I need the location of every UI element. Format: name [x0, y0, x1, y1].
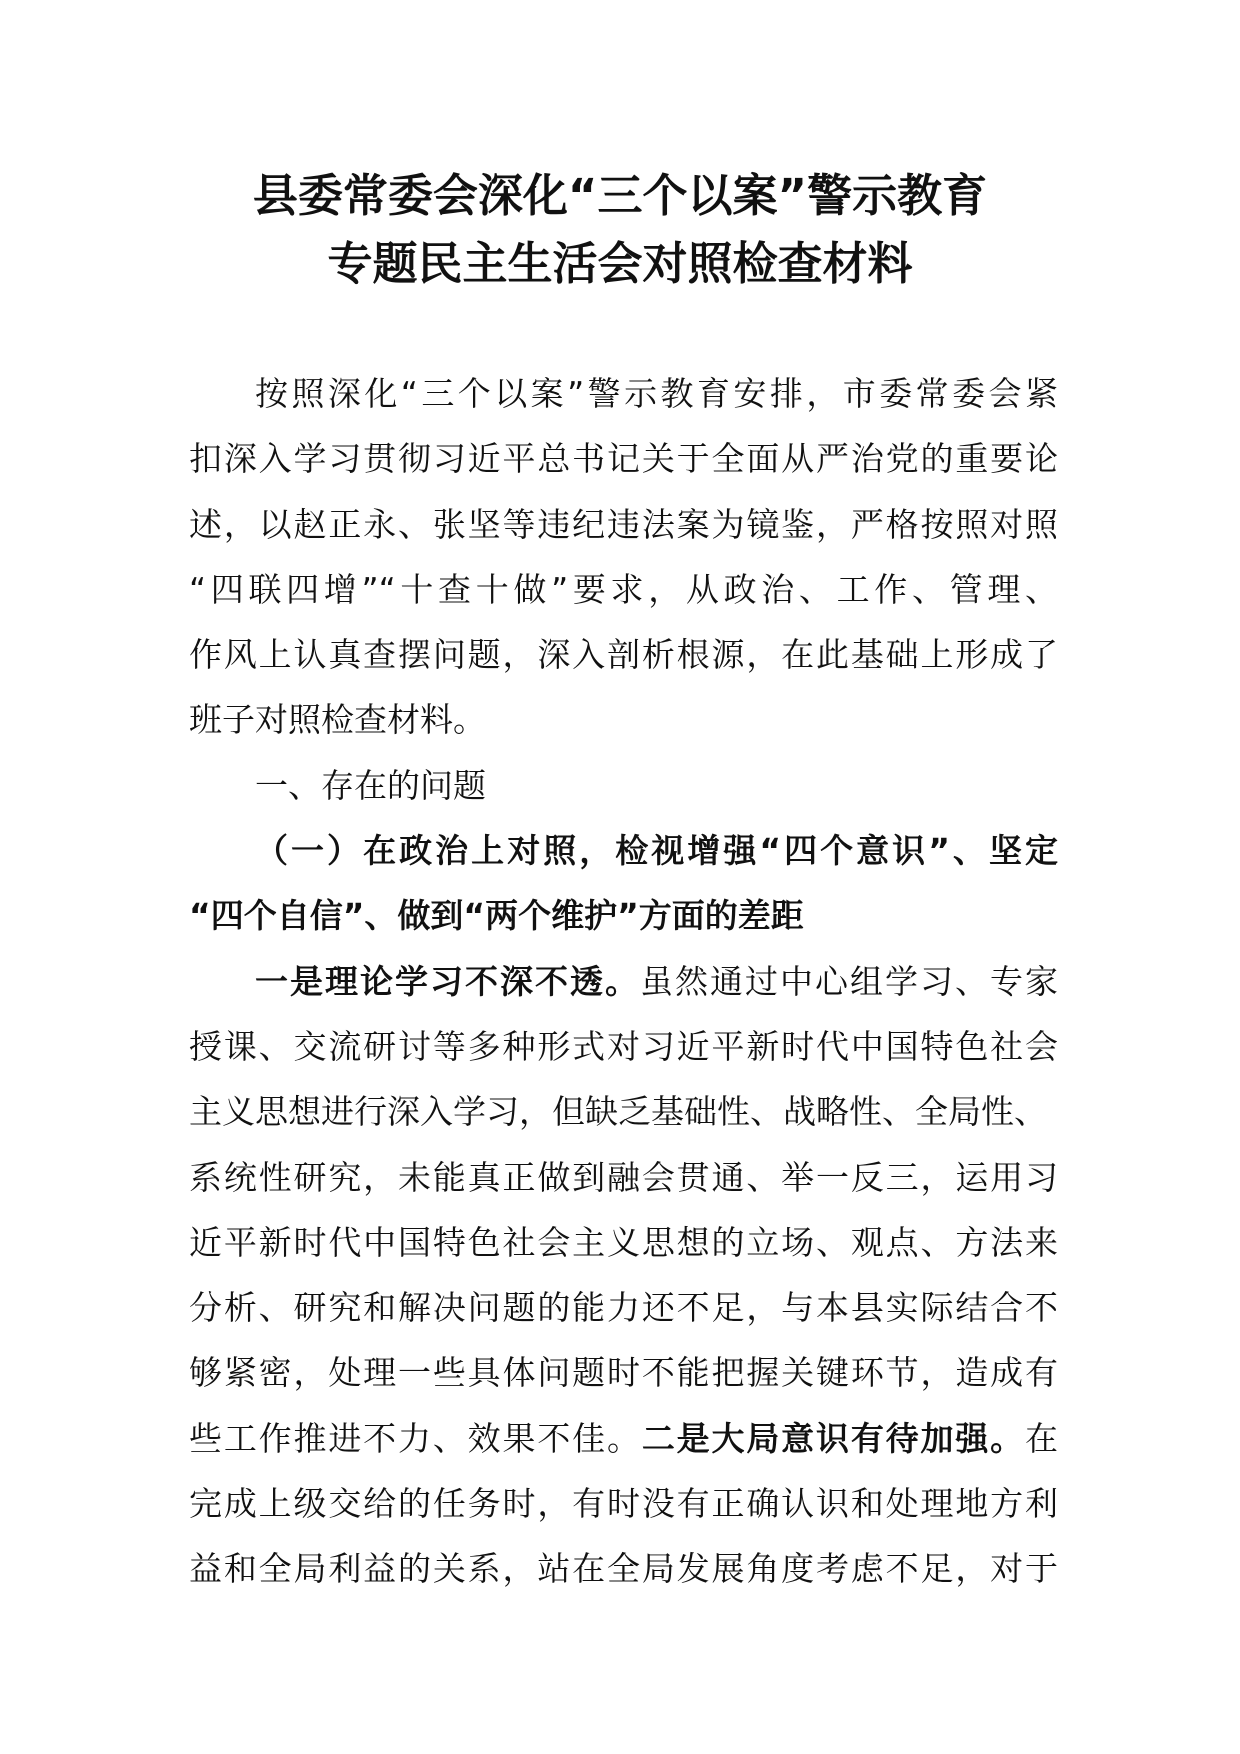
bold-text: （一）在政治上对照，检视增强“四个意识”、坚定: [255, 831, 1058, 871]
text-line: [189, 1210, 1058, 1275]
text: “四联四增”“十查十做”要求，从政治、工作、管理、: [189, 569, 1058, 609]
text: 在: [1025, 1418, 1059, 1458]
text-line: [189, 1145, 1058, 1210]
text-line: [189, 687, 1058, 752]
text: 主义思想进行深入学习，但缺乏基础性、战略性、全局性、: [189, 1092, 1047, 1132]
bold-text: “四个自信”、做到“两个维护”方面的差距: [189, 896, 804, 936]
document-title-line-2: 专题民主生活会对照检查材料: [327, 237, 913, 290]
text-line: [189, 1340, 1058, 1405]
text-line: [189, 557, 1058, 622]
text-line: [189, 622, 1058, 687]
text: 分析、研究和解决问题的能力还不足，与本县实际结合不: [189, 1288, 1058, 1328]
text-line: [189, 883, 1058, 948]
text-line: [189, 949, 1058, 1014]
text-line: [189, 818, 1058, 883]
text: 一、存在的问题: [255, 765, 486, 805]
text-line: [189, 492, 1058, 557]
text: 班子对照检查材料。: [189, 700, 486, 740]
text-line: [189, 753, 1058, 818]
text: 近平新时代中国特色社会主义思想的立场、观点、方法来: [189, 1222, 1058, 1262]
text: 作风上认真查摆问题，深入剖析根源，在此基础上形成了: [189, 635, 1058, 675]
document-title-line-1: 县委常委会深化“三个以案”警示教育: [252, 169, 988, 222]
text-line: [189, 1079, 1058, 1144]
text: 完成上级交给的任务时，有时没有正确认识和处理地方利: [189, 1484, 1058, 1524]
text-line: [189, 426, 1058, 491]
text: 够紧密，处理一些具体问题时不能把握关键环节，造成有: [189, 1353, 1058, 1393]
text: 虽然通过中心组学习、专家: [640, 961, 1058, 1001]
bold-text: 二是大局意识有待加强。: [641, 1418, 1026, 1458]
bold-text: 一是理论学习不深不透。: [255, 961, 640, 1001]
text: 按照深化“三个以案”警示教育安排，市委常委会紧: [255, 374, 1058, 413]
text-line: [189, 1275, 1058, 1340]
text: 些工作推进不力、效果不佳。: [189, 1418, 642, 1458]
document-body: [189, 361, 1058, 1602]
text: 授课、交流研讨等多种形式对习近平新时代中国特色社会: [189, 1026, 1058, 1066]
text: 述，以赵正永、张坚等违纪违法案为镜鉴，严格按照对照: [189, 504, 1058, 544]
text: 扣深入学习贯彻习近平总书记关于全面从严治党的重要论: [189, 439, 1058, 479]
text-line: [189, 361, 1058, 426]
text-line: [189, 1471, 1058, 1536]
text: 系统性研究，未能真正做到融会贯通、举一反三，运用习: [189, 1157, 1058, 1197]
text-line: [189, 1406, 1058, 1471]
text-line: [189, 1536, 1058, 1601]
text: 益和全局利益的关系，站在全局发展角度考虑不足，对于: [189, 1549, 1058, 1589]
text-line: [189, 1014, 1058, 1079]
